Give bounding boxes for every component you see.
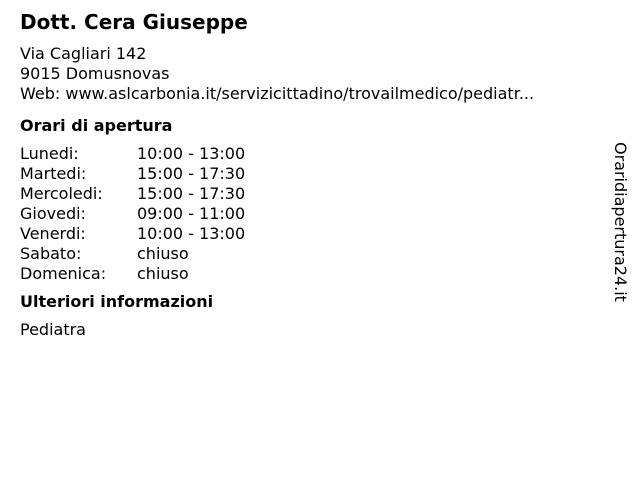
opening-hours-title: Orari di apertura — [20, 116, 173, 135]
day-label: Giovedi: — [20, 204, 86, 223]
time-value: 15:00 - 17:30 — [137, 184, 246, 203]
website-link[interactable]: Web: www.aslcarbonia.it/servizicittadino/trovailmedico/pediatr... — [20, 84, 535, 103]
hours-row-thursday — [20, 204, 600, 224]
day-label: Lunedi: — [20, 144, 79, 163]
watermark-text: Oraridiapertura24.it — [611, 142, 630, 302]
time-value: chiuso — [137, 264, 189, 283]
day-label: Domenica: — [20, 264, 107, 283]
hours-row-friday — [20, 224, 600, 244]
hours-row-tuesday — [20, 164, 600, 184]
city-address: 9015 Domusnovas — [20, 64, 170, 83]
time-value: 10:00 - 13:00 — [137, 224, 246, 243]
time-value: 09:00 - 11:00 — [137, 204, 246, 223]
time-value: chiuso — [137, 244, 189, 263]
specialty-text: Pediatra — [20, 320, 86, 339]
further-info-title: Ulteriori informazioni — [20, 292, 214, 311]
time-value: 10:00 - 13:00 — [137, 144, 246, 163]
street-address: Via Cagliari 142 — [20, 44, 147, 63]
hours-row-sunday — [20, 264, 600, 284]
day-label: Martedi: — [20, 164, 87, 183]
hours-row-wednesday — [20, 184, 600, 204]
day-label: Sabato: — [20, 244, 82, 263]
time-value: 15:00 - 17:30 — [137, 164, 246, 183]
opening-hours-table — [20, 144, 600, 284]
hours-row-saturday — [20, 244, 600, 264]
day-label: Mercoledi: — [20, 184, 103, 203]
hours-row-monday — [20, 144, 600, 164]
doctor-card — [20, 8, 600, 340]
doctor-name: Dott. Cera Giuseppe — [20, 10, 248, 34]
site-watermark — [600, 134, 640, 310]
day-label: Venerdi: — [20, 224, 86, 243]
